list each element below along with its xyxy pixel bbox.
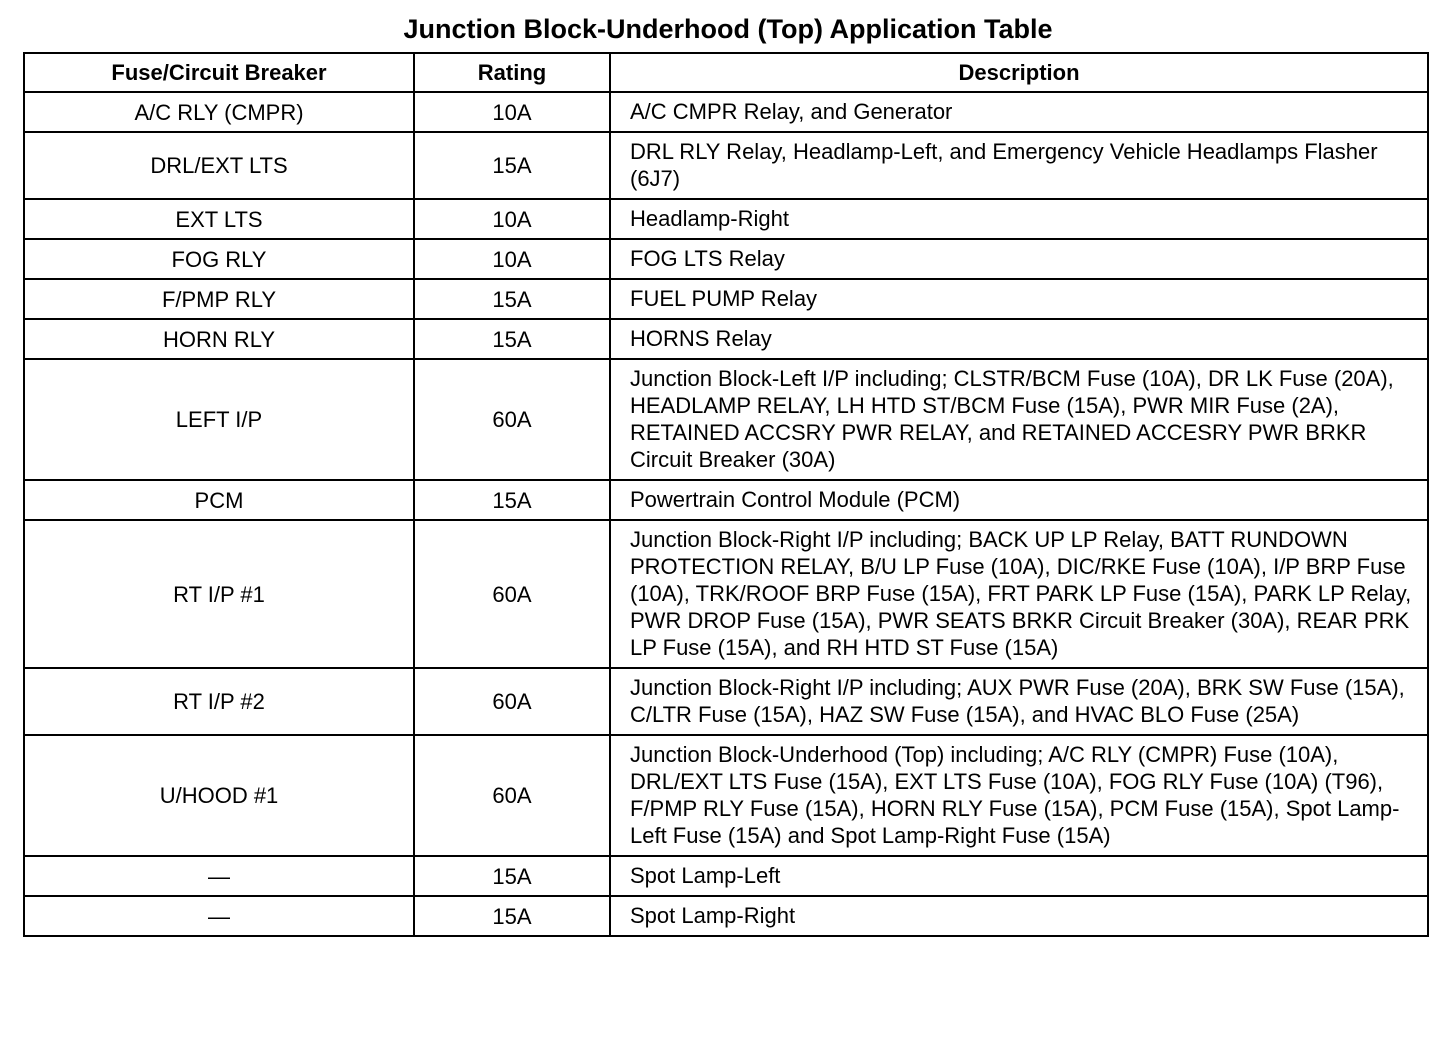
header-fuse: Fuse/Circuit Breaker [24,53,414,92]
cell-fuse: LEFT I/P [24,359,414,480]
cell-rating: 15A [414,319,610,359]
cell-fuse: A/C RLY (CMPR) [24,92,414,132]
table-row [24,520,1428,668]
table-row [24,856,1428,896]
cell-fuse: PCM [24,480,414,520]
cell-rating: 10A [414,199,610,239]
cell-fuse: U/HOOD #1 [24,735,414,856]
page-title: Junction Block-Underhood (Top) Application Table [403,14,1053,44]
cell-description: Junction Block-Right I/P including; BACK UP LP Relay, BATT RUNDOWN PROTECTION RELAY, B/U LP Fuse (10A), DIC/RKE Fuse (10A), I/P BRP Fuse (10A), TRK/ROOF BRP Fuse (15A), FRT PARK LP Fuse (15A), PARK LP Relay, PWR DROP Fuse (15A), PWR SEATS BRKR Circuit Breaker (30A), REAR PRK LP Fuse (15A), and RH HTD ST Fuse (15A) [610,520,1428,668]
cell-rating: 60A [414,359,610,480]
cell-description: DRL RLY Relay, Headlamp-Left, and Emergency Vehicle Headlamps Flasher (6J7) [610,132,1428,199]
cell-description: Headlamp-Right [610,199,1428,239]
cell-fuse: F/PMP RLY [24,279,414,319]
cell-description: Spot Lamp-Left [610,856,1428,896]
cell-description: Junction Block-Left I/P including; CLSTR/BCM Fuse (10A), DR LK Fuse (20A), HEADLAMP RELAY, LH HTD ST/BCM Fuse (15A), PWR MIR Fuse (2A), RETAINED ACCSRY PWR RELAY, and RETAINED ACCESRY PWR BRKR Circuit Breaker (30A) [610,359,1428,480]
cell-rating: 60A [414,520,610,668]
table-row [24,480,1428,520]
table-row [24,132,1428,199]
table-row [24,896,1428,936]
cell-rating: 15A [414,896,610,936]
cell-rating: 10A [414,239,610,279]
application-table [23,52,1429,937]
cell-description: FUEL PUMP Relay [610,279,1428,319]
cell-rating: 60A [414,735,610,856]
table-row [24,92,1428,132]
cell-fuse: RT I/P #2 [24,668,414,735]
cell-rating: 10A [414,92,610,132]
table-row [24,199,1428,239]
cell-fuse: DRL/EXT LTS [24,132,414,199]
cell-description: A/C CMPR Relay, and Generator [610,92,1428,132]
cell-rating: 15A [414,132,610,199]
cell-rating: 15A [414,856,610,896]
header-rating: Rating [414,53,610,92]
table-row [24,735,1428,856]
header-description: Description [610,53,1428,92]
cell-fuse: — [24,896,414,936]
cell-rating: 15A [414,480,610,520]
cell-fuse: RT I/P #1 [24,520,414,668]
cell-description: Spot Lamp-Right [610,896,1428,936]
cell-fuse: EXT LTS [24,199,414,239]
cell-fuse: — [24,856,414,896]
table-row [24,668,1428,735]
cell-description: Powertrain Control Module (PCM) [610,480,1428,520]
cell-description: Junction Block-Underhood (Top) including; A/C RLY (CMPR) Fuse (10A), DRL/EXT LTS Fuse (15A), EXT LTS Fuse (10A), FOG RLY Fuse (10A) (T96), F/PMP RLY Fuse (15A), HORN RLY Fuse (15A), PCM Fuse (15A), Spot Lamp-Left Fuse (15A) and Spot Lamp-Right Fuse (15A) [610,735,1428,856]
table-row [24,319,1428,359]
cell-description: FOG LTS Relay [610,239,1428,279]
table-row [24,239,1428,279]
table-row [24,359,1428,480]
table-row [24,279,1428,319]
cell-description: HORNS Relay [610,319,1428,359]
cell-description: Junction Block-Right I/P including; AUX PWR Fuse (20A), BRK SW Fuse (15A), C/LTR Fuse (15A), HAZ SW Fuse (15A), and HVAC BLO Fuse (25A) [610,668,1428,735]
cell-fuse: FOG RLY [24,239,414,279]
cell-rating: 15A [414,279,610,319]
table-header-row [24,53,1428,92]
cell-fuse: HORN RLY [24,319,414,359]
cell-rating: 60A [414,668,610,735]
